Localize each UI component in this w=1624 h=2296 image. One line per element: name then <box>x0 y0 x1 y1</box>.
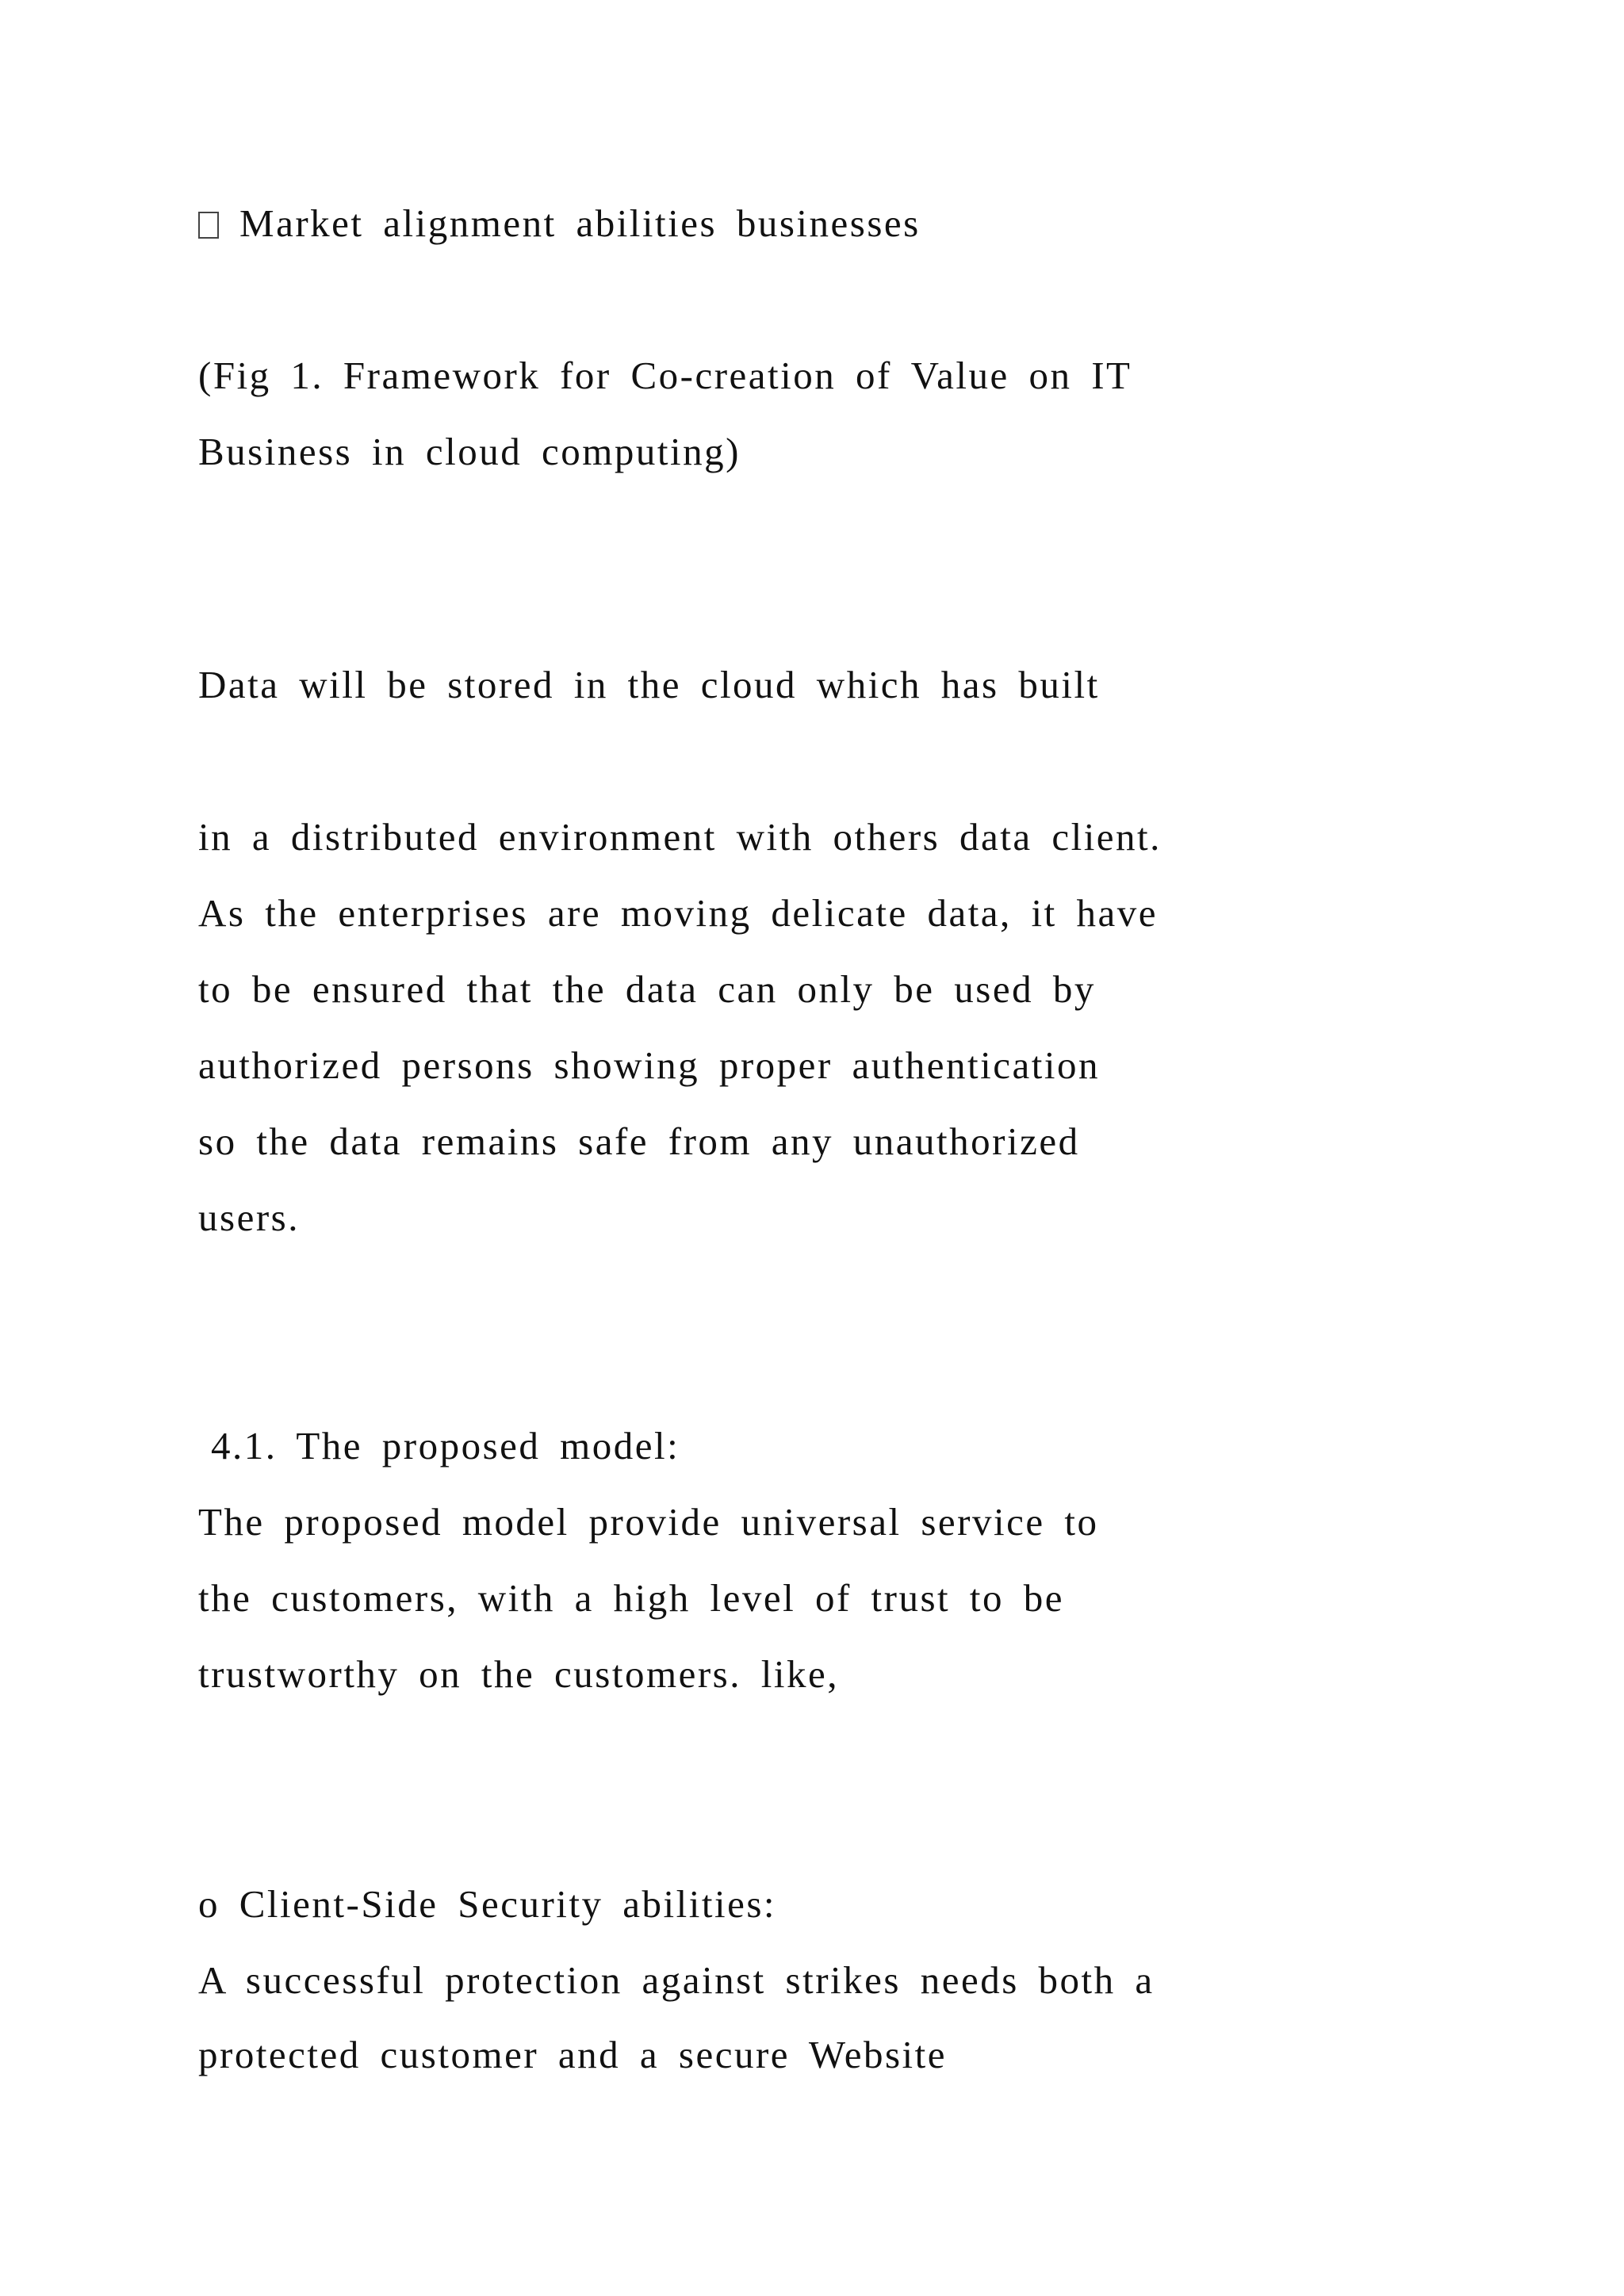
paragraph-line: Data will be stored in the cloud which has built <box>198 663 1100 706</box>
paragraph-line: to be ensured that the data can only be used by <box>198 967 1096 1011</box>
paragraph-line: authorized persons showing proper authentication <box>198 1043 1101 1087</box>
figure-caption-line: (Fig 1. Framework for Co-creation of Value on IT <box>198 354 1132 397</box>
paragraph-line: the customers, with a high level of trust to be <box>198 1576 1065 1620</box>
section-heading: 4.1. The proposed model: <box>211 1424 680 1468</box>
missing-glyph-bullet-icon <box>198 212 219 239</box>
bullet-text: Market alignment abilities businesses <box>239 201 921 245</box>
figure-caption-line: Business in cloud computing) <box>198 430 741 473</box>
paragraph-line: The proposed model provide universal service to <box>198 1500 1099 1544</box>
bullet-item <box>198 200 921 247</box>
paragraph-line: As the enterprises are moving delicate data, it have <box>198 891 1159 935</box>
paragraph-line: protected customer and a secure Website <box>198 2033 948 2076</box>
paragraph-line: users. <box>198 1196 300 1239</box>
paragraph-line: in a distributed environment with others data client. <box>198 815 1162 859</box>
paragraph-line: A successful protection against strikes needs both a <box>198 1958 1155 2002</box>
paragraph-line: trustworthy on the customers. like, <box>198 1652 839 1696</box>
paragraph-line: so the data remains safe from any unauthorized <box>198 1119 1080 1163</box>
subheading: o Client-Side Security abilities: <box>198 1882 776 1926</box>
